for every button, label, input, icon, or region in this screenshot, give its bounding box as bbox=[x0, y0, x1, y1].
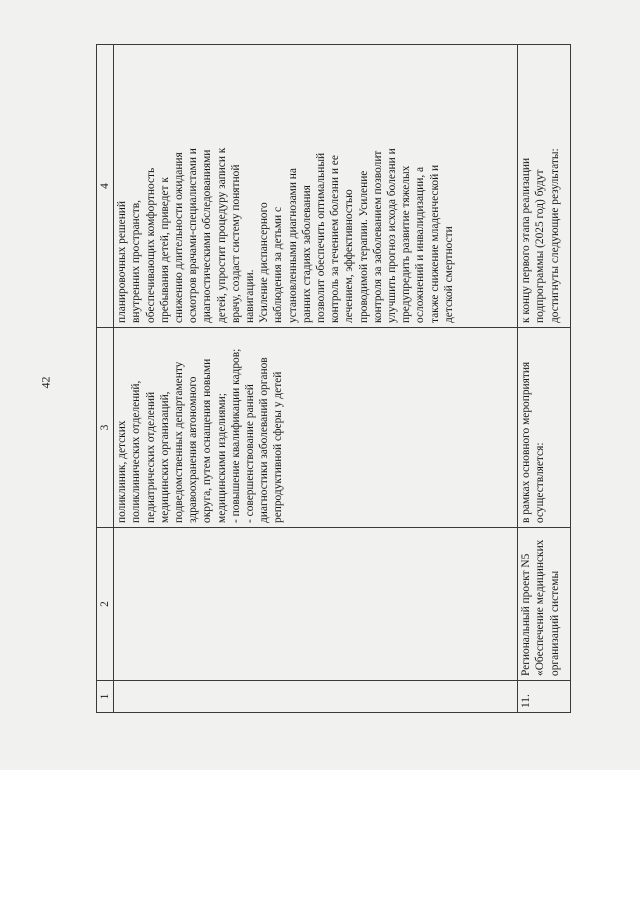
project-name-cell bbox=[114, 528, 518, 681]
table-row-continuation bbox=[114, 45, 518, 713]
results-cell: планировочных решений внутренних пространств, обеспечивающих комфортность пребывания детей, приведет к снижению длительности ожидания осмотров врачами-специалистами и диагностическими обследованиями детей, упростит процедуру записи к врачу, создаст систему понятной навигации. Усиление диспансерного наблюдения за детьми с установленными диагнозами на ранних стадиях заболевания позволит обеспечить оптимальный контроль за течением болезни и ее лечением, эффективностью проводимой терапии. Усиление контроля за заболеванием позволит улучшить прогноз исхода болезни и предупредить развитие тяжелых осложнений и инвалидизации, а также снижение младенческой и детской смертности bbox=[114, 45, 518, 328]
column-header-3: 3 bbox=[97, 328, 114, 528]
column-header-2: 2 bbox=[97, 528, 114, 681]
rotated-document-region bbox=[96, 45, 571, 713]
program-table bbox=[96, 44, 571, 713]
project-name-cell: Региональный проект N5 «Обеспечение медицинских организаций системы bbox=[518, 528, 571, 681]
activities-cell: в рамках основного мероприятия осуществляется: bbox=[518, 328, 571, 528]
activities-cell: поликлиник, детских поликлинических отделений, педиатрических отделений медицинских организаций, подведомственных департаменту здравоохранения автономного округа, путем оснащения новыми медицинскими изделиями; - повышение квалификации кадров; - совершенствование ранней диагностики заболеваний органов репродуктивной сферы у детей bbox=[114, 328, 518, 528]
table-header-row bbox=[97, 45, 114, 713]
results-cell: к концу первого этапа реализации подпрограммы (2025 год) будут достигнуты следующие результаты: bbox=[518, 45, 571, 328]
page-number: 42 bbox=[38, 376, 53, 389]
row-number-cell bbox=[114, 681, 518, 713]
document-sheet bbox=[96, 45, 571, 713]
table-row-11 bbox=[518, 45, 571, 713]
row-number-cell: 11. bbox=[518, 681, 571, 713]
column-header-4: 4 bbox=[97, 45, 114, 328]
column-header-1: 1 bbox=[97, 681, 114, 713]
